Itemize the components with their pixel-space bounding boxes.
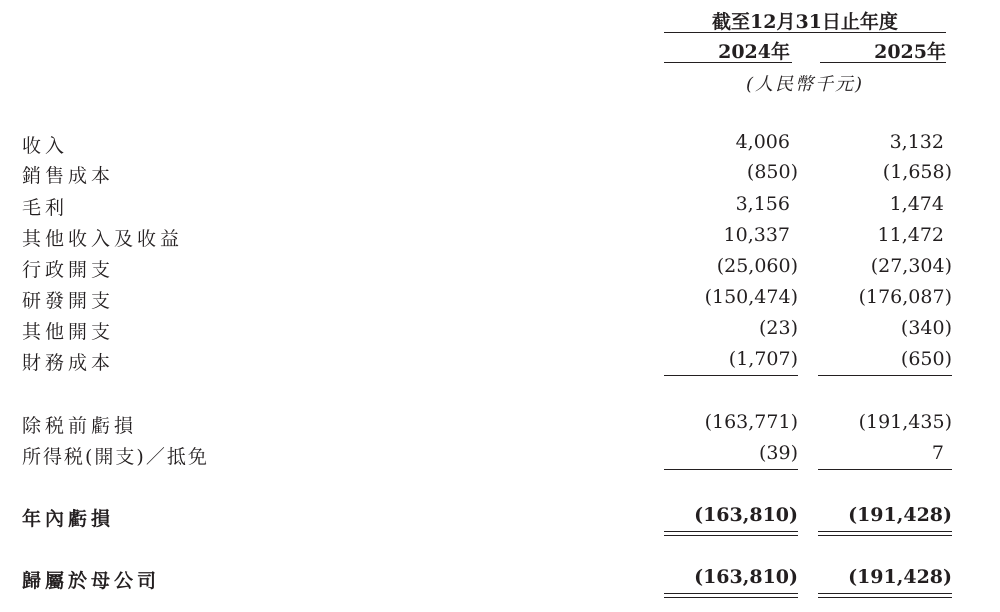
table-row bbox=[0, 224, 1000, 254]
value-2024: (850) bbox=[746, 161, 798, 183]
table-row bbox=[0, 193, 1000, 223]
subtotal-rule-2024 bbox=[664, 469, 798, 470]
row-label: 毛利 bbox=[22, 197, 69, 219]
table-row bbox=[0, 442, 1000, 472]
total-double-rule-2024 bbox=[664, 593, 798, 598]
value-2025: (191,428) bbox=[848, 566, 952, 588]
currency-unit: (人民幣千元) bbox=[745, 74, 865, 95]
table-row bbox=[0, 411, 1000, 441]
value-2025: 1,474 bbox=[889, 193, 944, 215]
total-double-rule-2024 bbox=[664, 531, 798, 536]
value-2025: (1,658) bbox=[882, 161, 952, 183]
period-underline bbox=[664, 32, 946, 33]
value-2024: (25,060) bbox=[716, 255, 798, 277]
row-label: 歸屬於母公司 bbox=[22, 570, 161, 592]
period-heading: 截至12月31日止年度 bbox=[712, 11, 898, 33]
year-2024-underline bbox=[664, 62, 792, 63]
value-2024: 4,006 bbox=[735, 131, 790, 153]
value-2025: 7 bbox=[931, 442, 944, 464]
row-label: 研發開支 bbox=[22, 290, 115, 312]
row-label: 除税前虧損 bbox=[22, 415, 138, 437]
year-2025-heading: 2025年 bbox=[874, 41, 946, 63]
subtotal-rule-2025 bbox=[818, 469, 952, 470]
value-2024: 10,337 bbox=[723, 224, 790, 246]
table-row bbox=[0, 255, 1000, 285]
row-label: 銷售成本 bbox=[22, 165, 115, 187]
table-row bbox=[0, 286, 1000, 316]
year-2024-heading: 2024年 bbox=[718, 41, 790, 63]
value-2025: (191,435) bbox=[858, 411, 952, 433]
subtotal-rule-2025 bbox=[818, 375, 952, 376]
table-row bbox=[0, 161, 1000, 191]
table-row bbox=[0, 348, 1000, 378]
row-label: 所得税(開支)／抵免 bbox=[22, 446, 209, 468]
value-2024: (163,771) bbox=[704, 411, 798, 433]
value-2024: (23) bbox=[758, 317, 798, 339]
row-label: 其他開支 bbox=[22, 321, 115, 343]
total-double-rule-2025 bbox=[818, 593, 952, 598]
table-row bbox=[0, 317, 1000, 347]
row-label: 行政開支 bbox=[22, 259, 115, 281]
total-double-rule-2025 bbox=[818, 531, 952, 536]
year-2025-underline bbox=[820, 62, 946, 63]
subtotal-rule-2024 bbox=[664, 375, 798, 376]
value-2024: (163,810) bbox=[694, 504, 798, 526]
table-row bbox=[0, 504, 1000, 534]
value-2025: (27,304) bbox=[870, 255, 952, 277]
value-2024: (1,707) bbox=[728, 348, 798, 370]
value-2025: (650) bbox=[900, 348, 952, 370]
table-row bbox=[0, 566, 1000, 596]
value-2025: (191,428) bbox=[848, 504, 952, 526]
row-label: 其他收入及收益 bbox=[22, 228, 184, 250]
value-2025: 3,132 bbox=[889, 131, 944, 153]
value-2025: (176,087) bbox=[858, 286, 952, 308]
row-label: 財務成本 bbox=[22, 352, 115, 374]
value-2025: 11,472 bbox=[877, 224, 944, 246]
value-2024: (163,810) bbox=[694, 566, 798, 588]
value-2024: 3,156 bbox=[735, 193, 790, 215]
value-2024: (150,474) bbox=[704, 286, 798, 308]
value-2024: (39) bbox=[758, 442, 798, 464]
value-2025: (340) bbox=[900, 317, 952, 339]
row-label: 年內虧損 bbox=[22, 508, 115, 530]
table-row bbox=[0, 131, 1000, 161]
row-label: 收入 bbox=[22, 135, 69, 157]
